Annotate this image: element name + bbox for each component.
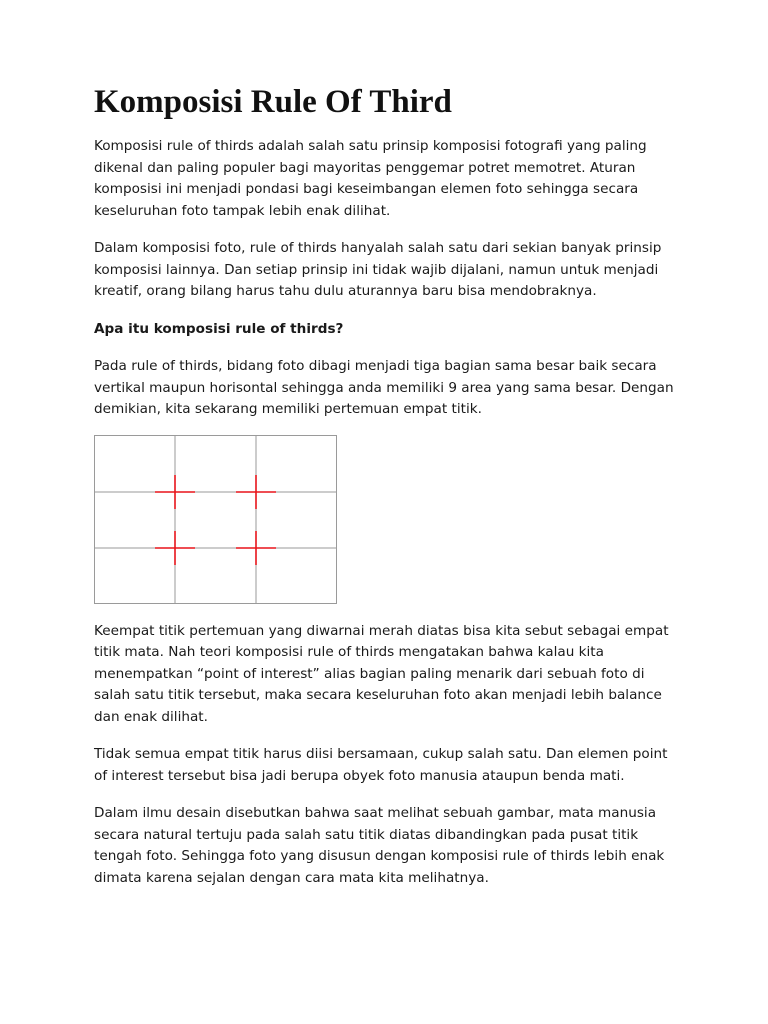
paragraph-single-point: Tidak semua empat titik harus diisi bersamaan, cukup salah satu. Dan elemen point of interest tersebut bisa jadi berupa obyek foto manusia ataupun benda mati.	[94, 746, 668, 784]
thirds-grid-figure	[94, 435, 338, 605]
section-heading: Apa itu komposisi rule of thirds?	[94, 320, 344, 337]
paragraph-intro: Komposisi rule of thirds adalah salah satu prinsip komposisi fotografi yang paling dikenal dan paling populer bagi mayoritas penggemar potret memotret. Aturan komposisi ini menjadi pondasi bagi keseimbangan elemen foto sehingga secara keseluruhan foto tampak lebih enak dilihat.	[94, 138, 647, 219]
paragraph-eye-points: Keempat titik pertemuan yang diwarnai merah diatas bisa kita sebut sebagai empat titik mata. Nah teori komposisi rule of thirds mengatakan bahwa kalau kita menempatkan “point of interest” alias bagian paling menarik dari sebuah foto di salah satu titik tersebut, maka secara keseluruhan foto akan menjadi lebih balance dan enak dilihat.	[94, 622, 669, 725]
paragraph-design-theory: Dalam ilmu desain disebutkan bahwa saat melihat sebuah gambar, mata manusia secara natural tertuju pada salah satu titik diatas dibandingkan pada pusat titik tengah foto. Sehingga foto yang disusun dengan komposisi rule of thirds lebih enak dimata karena sejalan dengan cara mata kita melihatnya.	[94, 805, 665, 886]
rule-of-thirds-diagram	[94, 435, 338, 605]
paragraph-definition: Pada rule of thirds, bidang foto dibagi menjadi tiga bagian sama besar baik secara vertikal maupun horisontal sehingga anda memiliki 9 area yang sama besar. Dengan demikian, kita sekarang memiliki pertemuan empat titik.	[94, 358, 674, 418]
document-title: Komposisi Rule Of Third	[94, 84, 452, 120]
paragraph-principles: Dalam komposisi foto, rule of thirds hanyalah salah satu dari sekian banyak prinsip komposisi lainnya. Dan setiap prinsip ini tidak wajib dijalani, namun untuk menjadi kreatif, orang bilang harus tahu dulu aturannya baru bisa mendobraknya.	[94, 240, 662, 300]
document-page	[94, 84, 684, 889]
grid-frame	[95, 435, 337, 603]
